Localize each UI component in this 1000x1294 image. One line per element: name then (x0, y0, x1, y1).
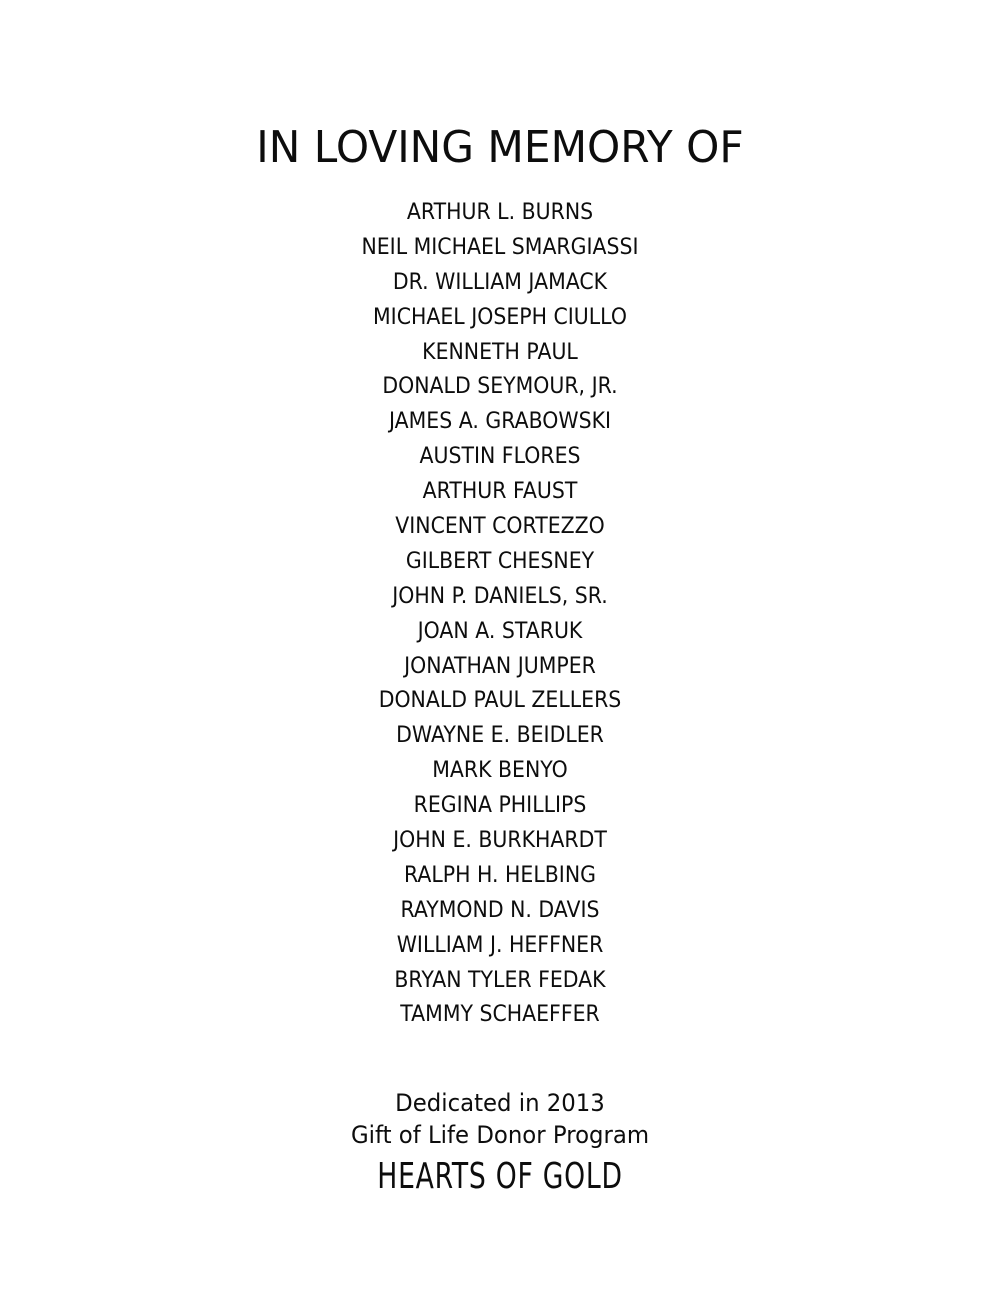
name-item: MICHAEL JOSEPH CIULLO (373, 304, 627, 330)
name-item: KENNETH PAUL (422, 339, 578, 365)
name-item: REGINA PHILLIPS (413, 793, 587, 819)
page-title: IN LOVING MEMORY OF (256, 122, 744, 173)
name-item: WILLIAM J. HEFFNER (396, 932, 604, 958)
name-item: JAMES A. GRABOWSKI (388, 409, 612, 435)
names-list (0, 196, 1000, 1033)
name-item: AUSTIN FLORES (419, 444, 581, 470)
name-item: ARTHUR L. BURNS (406, 200, 594, 225)
name-item: JONATHAN JUMPER (404, 653, 596, 679)
name-item: DONALD PAUL ZELLERS (378, 688, 622, 714)
name-item: DONALD SEYMOUR, JR. (382, 374, 618, 400)
name-item: JOHN P. DANIELS, SR. (392, 583, 608, 609)
name-item: NEIL MICHAEL SMARGIASSI (361, 234, 639, 260)
name-item: DR. WILLIAM JAMACK (392, 269, 608, 295)
program-name: Gift of Life Donor Program (350, 1121, 650, 1149)
name-item: MARK BENYO (432, 758, 568, 784)
name-item: BRYAN TYLER FEDAK (394, 967, 606, 993)
name-item: RAYMOND N. DAVIS (400, 897, 600, 923)
name-item: DWAYNE E. BEIDLER (396, 723, 604, 749)
name-item: VINCENT CORTEZZO (395, 514, 605, 540)
name-item: GILBERT CHESNEY (405, 548, 595, 574)
name-item: JOHN E. BURKHARDT (393, 828, 607, 854)
name-item: JOAN A. STARUK (417, 618, 583, 644)
brand-title: HEARTS OF GOLD (377, 1156, 623, 1197)
name-item: RALPH H. HELBING (404, 862, 596, 888)
dedication-text: Dedicated in 2013 (395, 1089, 605, 1117)
name-item: ARTHUR FAUST (422, 479, 578, 505)
name-item: TAMMY SCHAEFFER (400, 1002, 600, 1028)
